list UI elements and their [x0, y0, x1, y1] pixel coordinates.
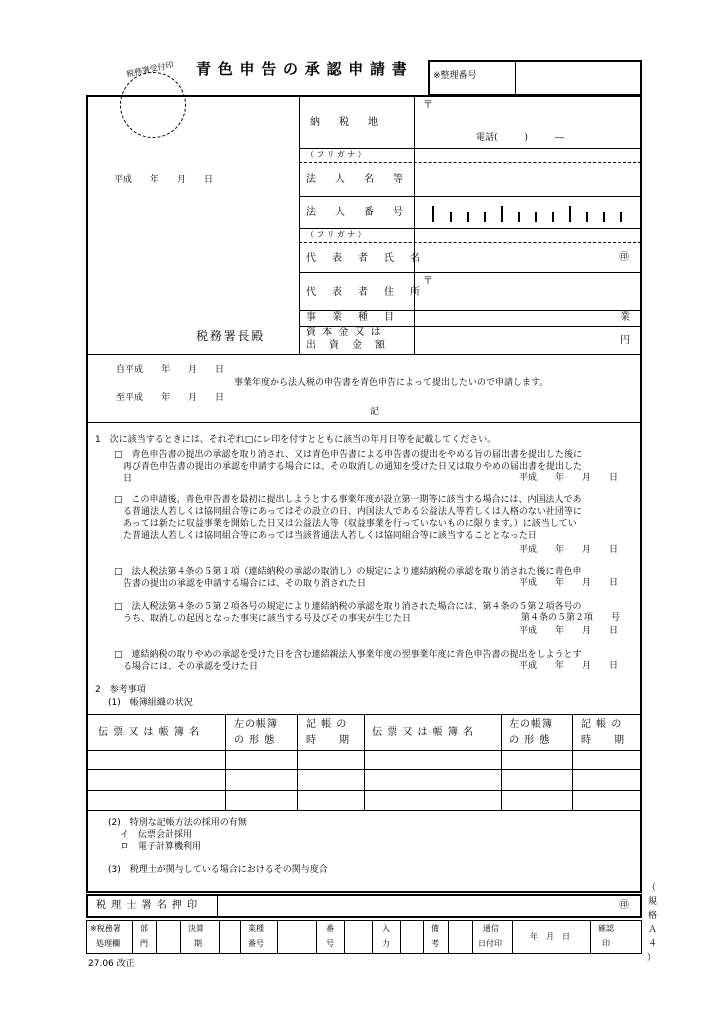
reference-sub2-b: ロ 電子計算機利用	[120, 842, 202, 852]
side-note-1: 規	[648, 897, 658, 907]
side-note-5: ）	[647, 953, 657, 963]
office-col6a: 入	[382, 924, 390, 933]
capital-label-2: 出 資 金 額	[306, 340, 387, 351]
item1-line3: 日	[114, 474, 133, 484]
page-title: 青色申告の承認申請書	[196, 60, 414, 78]
item2-date: 平成 年 月 日	[519, 545, 619, 555]
reference-sub2: (2) 特別な記帳方法の採用の有無	[108, 818, 247, 828]
office-col4a: 業種	[248, 924, 264, 933]
office-col7b: 考	[431, 939, 439, 948]
col-period-left-1: 記 帳 の	[306, 719, 348, 730]
item5-date: 平成 年 月 日	[519, 661, 619, 671]
address-postal-mark: 〒	[423, 100, 433, 111]
item3-date: 平成 年 月 日	[519, 578, 619, 588]
tax-accountant-seal: ㊞	[619, 900, 629, 911]
items-intro: 1 次に該当するときには、それぞれ□にレ印を付すとともに該当の年月日等を記載してください。	[95, 435, 497, 445]
col-period-right-1: 記 帳 の	[581, 719, 623, 730]
rep-address-label: 代 表 者 住 所	[306, 287, 423, 298]
office-col5a: 番	[326, 924, 334, 933]
reference-sub2-a: イ 伝票会計採用	[120, 830, 193, 840]
furigana-label-2: （フリガナ）	[306, 230, 368, 239]
col-form-right-1: 左の帳簿	[509, 719, 553, 730]
rep-name-label: 代 表 者 氏 名	[306, 253, 423, 264]
tax-accountant-label: 税 理 士 署 名 押 印	[96, 900, 199, 911]
period-from: 自平成 年 月 日	[116, 365, 225, 375]
tax-office-label: 税務署長殿	[196, 329, 266, 343]
office-col1b: 処理欄	[96, 939, 120, 948]
office-col8b: 日付印	[478, 939, 502, 948]
side-note-4: ４	[648, 939, 658, 949]
col-period-right-2: 時 期	[581, 735, 625, 746]
item2-line1: □ この申請後、青色申告書を最初に提出しようとする事業年度が設立第一期等に該当する場合には、内国法人であ	[114, 495, 582, 505]
reference-sub1: (1) 帳簿組織の状況	[108, 698, 193, 708]
corp-name-label: 法 人 名 等	[306, 174, 408, 185]
office-col2b: 門	[140, 939, 148, 948]
item1-line1: □ 青色申告書の提出の承認を取り消され、又は青色申告書による申告書の提出をやめる旨の届出書を提出した後に	[114, 450, 583, 460]
business-label: 事 業 種 目	[306, 312, 397, 323]
item5-line1: □ 連結納税の取りやめの承認を受けた日を含む連結親法人事業年度の翌事業年度に青色申告書の提出をしようとす	[114, 650, 582, 660]
office-col5b: 号	[326, 939, 334, 948]
item4-number: 第４条の５第２項 号	[521, 613, 621, 623]
corp-number-label: 法 人 番 号	[306, 207, 408, 218]
side-note-2: 格	[648, 911, 658, 921]
office-col3b: 期	[194, 939, 202, 948]
col-form-right-2: の 形 態	[509, 735, 551, 746]
col-form-left-1: 左の帳簿	[234, 719, 278, 730]
stamp-label: 税務署受付印	[125, 60, 175, 79]
item4-line2: うち、取消しの起因となった事実に該当する号及びその事実が生じた日	[114, 614, 412, 624]
business-suffix: 業	[620, 312, 630, 323]
rep-postal-mark: 〒	[423, 276, 433, 287]
phone-label: 電話( ) ―	[476, 133, 565, 143]
period-statement: 事業年度から法人税の申告書を青色申告によって提出したいので申請します。	[234, 378, 549, 388]
office-col6b: 力	[382, 939, 390, 948]
item4-line1: □ 法人税法第４条の５第２項各号の規定により連結納税の承認を取り消された場合には、第４条の５第２項各号の	[114, 602, 582, 612]
office-col10b: 印	[602, 939, 610, 948]
rep-seal-mark: ㊞	[619, 252, 629, 263]
col-book-right: 伝 票 又 は 帳 簿 名	[372, 727, 475, 738]
item2-line2: る普通法人若しくは協同組合等にあってはその設立の日、内国法人である公益法人等若しくは人格のない社団等に	[114, 507, 582, 517]
period-to: 至平成 年 月 日	[116, 393, 225, 403]
reference-heading: 2 参考事項	[95, 685, 146, 695]
office-col9: 年 月 日	[530, 932, 570, 941]
furigana-label: （フリガナ）	[306, 150, 368, 159]
office-col3a: 決算	[188, 924, 204, 933]
capital-label-1: 資 本 金 又 は	[306, 327, 383, 338]
capital-suffix: 円	[620, 335, 630, 346]
office-col1a: ※税務署	[90, 924, 121, 933]
item2-line4: た普通法人若しくは協同組合等にあっては当該普通法人若しくは協同組合等に該当することとなった日	[114, 531, 537, 541]
office-col10a: 確認	[598, 924, 614, 933]
col-form-left-2: の 形 態	[234, 735, 276, 746]
note-mark: 記	[370, 407, 380, 417]
office-col2a: 部	[140, 924, 148, 933]
side-note-3: Ａ	[648, 925, 658, 935]
application-date: 平成 年 月 日	[114, 175, 214, 185]
revision-note: 27.06 改正	[88, 959, 135, 969]
side-note-0: （	[647, 883, 657, 893]
office-col4b: 番号	[248, 939, 264, 948]
item1-date: 平成 年 月 日	[519, 473, 619, 483]
item4-date: 平成 年 月 日	[519, 626, 619, 636]
reference-sub3: (3) 税理士が関与している場合におけるその関与度合	[108, 865, 328, 875]
item5-line2: る場合には、その承認を受けた日	[114, 662, 259, 672]
item1-line2: 再び青色申告書の提出の承認を申請する場合には、その取消しの通知を受けた日又は取りやめの届出書を提出した	[114, 462, 583, 472]
item3-line2: 告書の提出の承認を申請する場合には、その取り消された日	[114, 579, 367, 589]
item3-line1: □ 法人税法第４条の５第１項（連結納税の承認の取消し）の規定により連結納税の承認を取り消された後に青色申	[114, 567, 582, 577]
applicant-divider	[299, 96, 300, 354]
address-label: 納 税 地	[310, 117, 383, 128]
col-book-left: 伝 票 又 は 帳 簿 名	[98, 727, 201, 738]
item2-line3: あっては新たに収益事業を開始した日又は公益法人等（収益事業を行っていないものに限ります。）に該当してい	[114, 519, 577, 529]
office-col7a: 備	[431, 924, 439, 933]
office-col8a: 通信	[483, 924, 499, 933]
ref-number-label: ※整理番号	[433, 71, 477, 81]
col-period-left-2: 時 期	[306, 735, 350, 746]
